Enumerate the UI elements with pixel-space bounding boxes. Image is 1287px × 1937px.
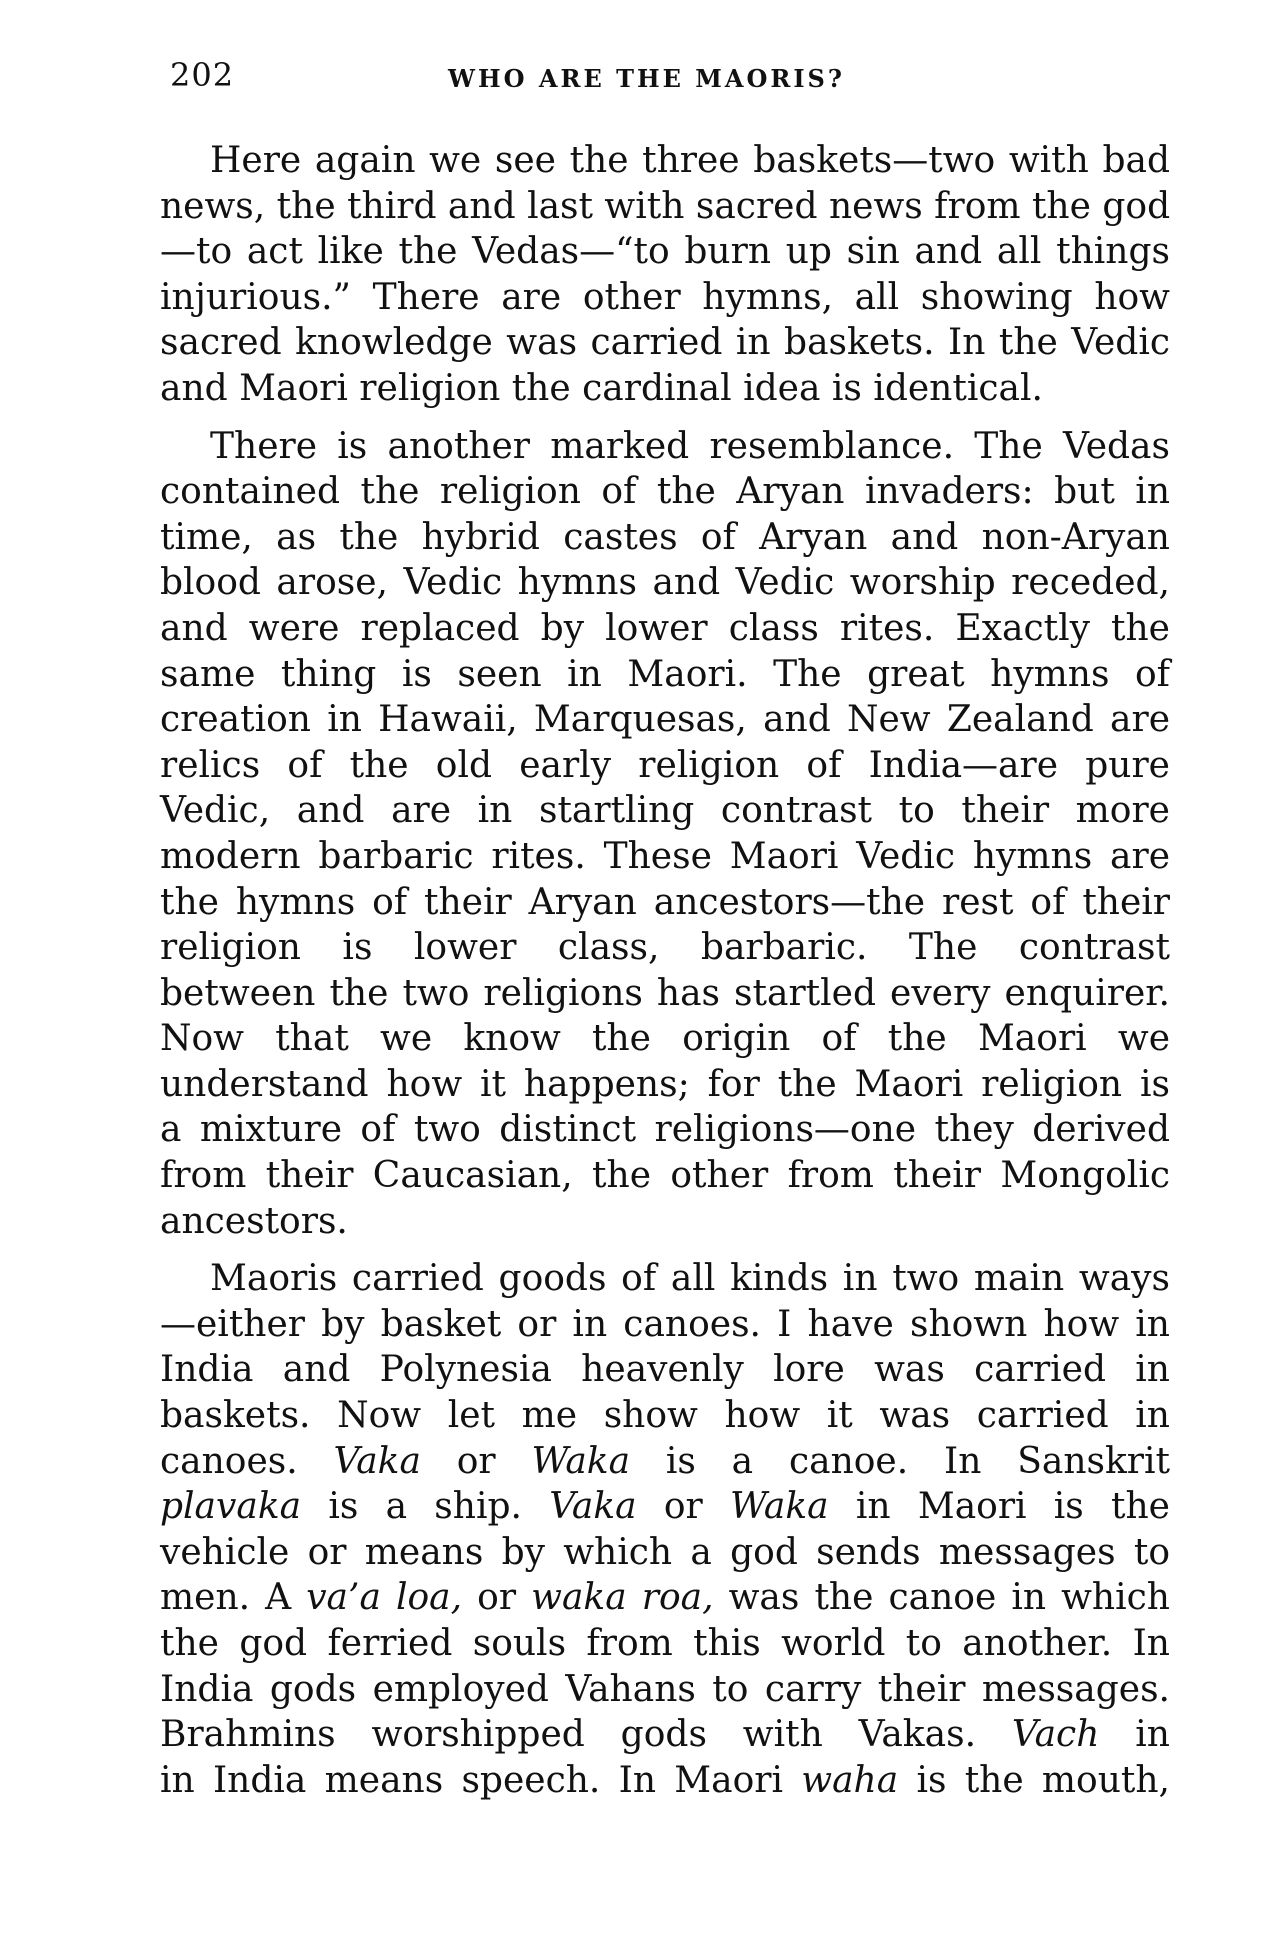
text-line: blood arose, Vedic hymns and Vedic worship receded,: [160, 562, 1170, 604]
italic-term: waka roa,: [531, 1577, 714, 1619]
italic-term: Waka: [730, 1486, 829, 1528]
text-line: Vedic, and are in startling contrast to their more: [160, 790, 1170, 832]
paragraph-gap: [160, 412, 1170, 424]
text-segment: or: [462, 1577, 532, 1619]
text-segment: canoes.: [160, 1440, 334, 1482]
text-line: Maoris carried goods of all kinds in two main ways: [210, 1258, 1170, 1300]
text-line: understand how it happens; for the Maori religion is: [160, 1063, 1170, 1105]
text-line: time, as the hybrid castes of Aryan and non-Aryan: [160, 516, 1170, 558]
text-line: and were replaced by lower class rites. Exactly the: [160, 607, 1170, 649]
text-line: India and Polynesia heavenly lore was carried in: [160, 1349, 1170, 1391]
text-line: from their Caucasian, the other from their Mongolic: [160, 1155, 1170, 1197]
italic-term: plavaka: [160, 1486, 302, 1528]
text-line: sacred knowledge was carried in baskets. In the Vedic: [160, 322, 1170, 364]
text-segment: or: [420, 1440, 532, 1482]
body-text: [160, 138, 1170, 1803]
text-segment: in: [1099, 1714, 1170, 1756]
page-header: [170, 56, 1170, 106]
text-line: vehicle or means by which a god sends messages to: [160, 1531, 1170, 1573]
text-segment: was the canoe in which: [713, 1577, 1170, 1619]
text-line: between the two religions has startled every enquirer.: [160, 972, 1170, 1014]
italic-term: Vaka: [549, 1486, 637, 1528]
paragraph-gap: [160, 1244, 1170, 1256]
text-line: —either by basket or in canoes. I have shown how in: [160, 1303, 1170, 1345]
italic-term: va’a loa,: [306, 1577, 463, 1619]
text-segment: men. A: [160, 1577, 307, 1619]
text-segment: is the mouth,: [898, 1759, 1170, 1801]
text-line: creation in Hawaii, Marquesas, and New Zealand are: [160, 699, 1170, 741]
text-line: Here again we see the three baskets—two with bad: [210, 140, 1170, 181]
text-line: modern barbaric rites. These Maori Vedic hymns are: [160, 835, 1170, 877]
text-segment: in Maori is the: [828, 1486, 1170, 1528]
text-segment: is a ship.: [301, 1486, 550, 1528]
text-line: the god ferried souls from this world to another. In: [160, 1623, 1170, 1664]
italic-term: Vaka: [333, 1440, 421, 1482]
text-line: news, the third and last with sacred news from the god: [160, 185, 1171, 227]
text-line: [160, 1484, 1170, 1530]
text-line: [160, 1712, 1170, 1758]
text-line: contained the religion of the Aryan invaders: but in: [160, 471, 1170, 513]
text-segment: in India means speech. In Maori: [160, 1759, 802, 1801]
text-line: injurious.” There are other hymns, all showing how: [160, 276, 1170, 318]
text-line: and Maori religion the cardinal idea is identical.: [160, 367, 1043, 409]
text-line: [160, 1439, 1170, 1485]
text-line: There is another marked resemblance. The Vedas: [210, 425, 1170, 467]
page-number: 202: [170, 56, 235, 94]
italic-term: Vach: [1011, 1714, 1100, 1756]
running-head: WHO ARE THE MAORIS?: [448, 64, 845, 93]
text-segment: Brahmins worshipped gods with Vakas.: [160, 1714, 1012, 1756]
text-line: religion is lower class, barbaric. The contrast: [160, 927, 1170, 969]
text-line: India gods employed Vahans to carry their messages.: [160, 1668, 1170, 1710]
italic-term: Waka: [531, 1440, 631, 1482]
italic-term: waha: [801, 1759, 899, 1801]
text-line: —to act like the Vedas—“to burn up sin and all things: [160, 231, 1170, 273]
text-line: the hymns of their Aryan ancestors—the rest of their: [160, 881, 1170, 923]
text-line: same thing is seen in Maori. The great hymns of: [160, 653, 1170, 695]
text-line: [160, 1758, 1170, 1804]
text-segment: or: [636, 1486, 731, 1528]
text-segment: is a canoe. In Sanskrit: [630, 1440, 1170, 1482]
text-line: Now that we know the origin of the Maori we: [160, 1018, 1170, 1060]
text-line: ancestors.: [160, 1200, 348, 1242]
text-line: relics of the old early religion of India—are pure: [160, 744, 1170, 786]
text-line: [160, 1575, 1170, 1621]
text-line: a mixture of two distinct religions—one they derived: [160, 1109, 1170, 1151]
text-line: baskets. Now let me show how it was carried in: [160, 1395, 1170, 1437]
